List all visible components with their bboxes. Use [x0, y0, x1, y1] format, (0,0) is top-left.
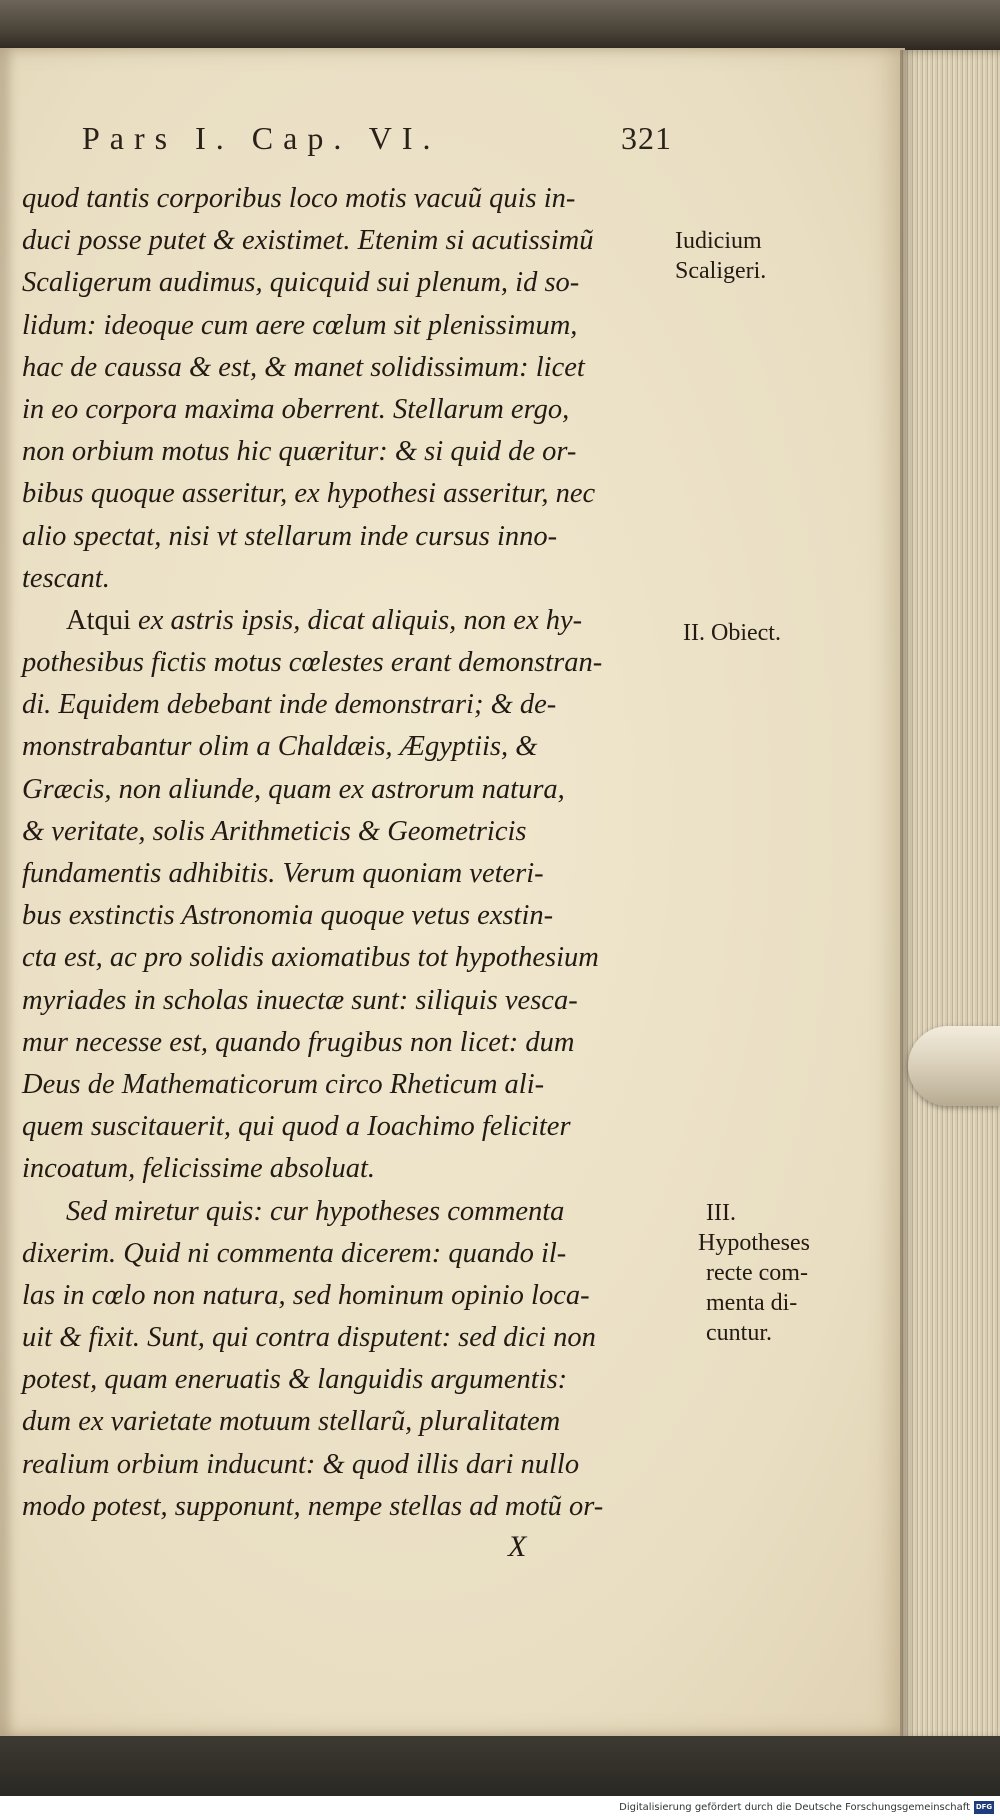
- text-line: cta est, ac pro solidis axiomatibus tot hypothesium: [22, 942, 599, 974]
- margin-note-scaliger: [675, 226, 766, 286]
- running-head: [82, 120, 672, 157]
- footer-credit: Digitalisierung gefördert durch die Deutsche Forschungsgemeinschaft: [619, 1802, 970, 1813]
- text-line: fundamentis adhibitis. Verum quoniam veteri-: [22, 858, 544, 889]
- text-line: Græcis, non aliunde, quam ex astrorum natura,: [22, 773, 565, 805]
- margin-note-line: recte com-: [706, 1260, 808, 1286]
- text-line: potest, quam eneruatis & languidis argumentis:: [22, 1364, 568, 1396]
- text-line: & veritate, solis Arithmeticis & Geometricis: [22, 815, 527, 847]
- book-clasp: [908, 1026, 1000, 1106]
- text-line: modo potest, supponunt, nempe stellas ad motũ or-: [22, 1490, 604, 1522]
- margin-note-line: cuntur.: [706, 1320, 772, 1346]
- text-line: Sed miretur quis: cur hypotheses commenta: [66, 1195, 565, 1227]
- running-head-title: Pars I. Cap. VI.: [82, 120, 441, 156]
- margin-note-line: III.: [706, 1200, 736, 1226]
- text-line: quod tantis corporibus loco motis vacuũ quis in-: [22, 183, 576, 214]
- margin-note-line: Iudicium: [675, 228, 762, 254]
- text-line: duci posse putet & existimet. Etenim si acutissimũ: [22, 225, 594, 257]
- text-line: pothesibus fictis motus cœlestes erant demonstran-: [22, 647, 603, 679]
- text-line: mur necesse est, quando frugibus non licet: dum: [22, 1026, 575, 1058]
- text-line: realium orbium inducunt: & quod illis dari nullo: [22, 1448, 580, 1480]
- text-line: lidum: ideoque cum aere cœlum sit plenissimum,: [22, 309, 578, 341]
- text-line: incoatum, felicissime absoluat.: [22, 1153, 376, 1185]
- text-line-rest: ex astris ipsis, dicat aliquis, non ex hy-: [138, 604, 583, 636]
- text-line: quem suscitauerit, qui quod a Ioachimo feliciter: [22, 1111, 571, 1143]
- margin-note-obiect: [683, 618, 781, 648]
- text-line: las in cœlo non natura, sed hominum opinio loca-: [22, 1279, 590, 1311]
- text-line: alio spectat, nisi vt stellarum inde cursus inno-: [22, 520, 558, 552]
- text-line: Deus de Mathematicorum circo Rheticum ali-: [22, 1068, 545, 1100]
- margin-note-hypotheses: [698, 1198, 810, 1348]
- margin-note-line: menta di-: [706, 1290, 798, 1316]
- book-fore-edge: [900, 50, 1000, 1740]
- text-line: non orbium motus hic quæritur: & si quid de or-: [22, 436, 577, 468]
- text-line: hac de caussa & est, & manet solidissimum: licet: [22, 351, 585, 383]
- text-line: monstrabantur olim a Chaldæis, Ægyptiis, &: [22, 731, 538, 763]
- text-line: Scaligerum audimus, quicquid sui plenum, id so-: [22, 267, 580, 299]
- text-line: bus exstinctis Astronomia quoque vetus exstin-: [22, 900, 554, 932]
- text-line: di. Equidem debebant inde demonstrari; & de-: [22, 689, 557, 721]
- text-line: bibus quoque asseritur, ex hypothesi asseritur, nec: [22, 478, 596, 510]
- text-line: tescant.: [22, 562, 110, 594]
- text-line: dixerim. Quid ni commenta dicerem: quando il-: [22, 1237, 567, 1269]
- body-text: [22, 178, 702, 1528]
- text-line: uit & fixit. Sunt, qui contra disputent: sed dici non: [22, 1322, 596, 1354]
- book-top-edge: [0, 0, 1000, 52]
- book-bottom-edge: [0, 1736, 1000, 1796]
- margin-note-line: Scaligeri.: [675, 258, 767, 284]
- page-number: 321: [621, 120, 672, 156]
- dfg-logo: DFG: [974, 1801, 994, 1814]
- text-line: [22, 600, 702, 642]
- text-line: in eo corpora maxima oberrent. Stellarum ergo,: [22, 393, 570, 425]
- margin-note-line: II. Obiect.: [683, 620, 781, 646]
- text-line: dum ex varietate motuum stellarũ, pluralitatem: [22, 1406, 561, 1438]
- paragraph-first-word: Atqui: [66, 604, 131, 636]
- text-line: myriades in scholas inuectæ sunt: siliquis vesca-: [22, 984, 578, 1016]
- margin-note-line: Hypotheses: [698, 1230, 810, 1256]
- catchword: X: [508, 1530, 527, 1563]
